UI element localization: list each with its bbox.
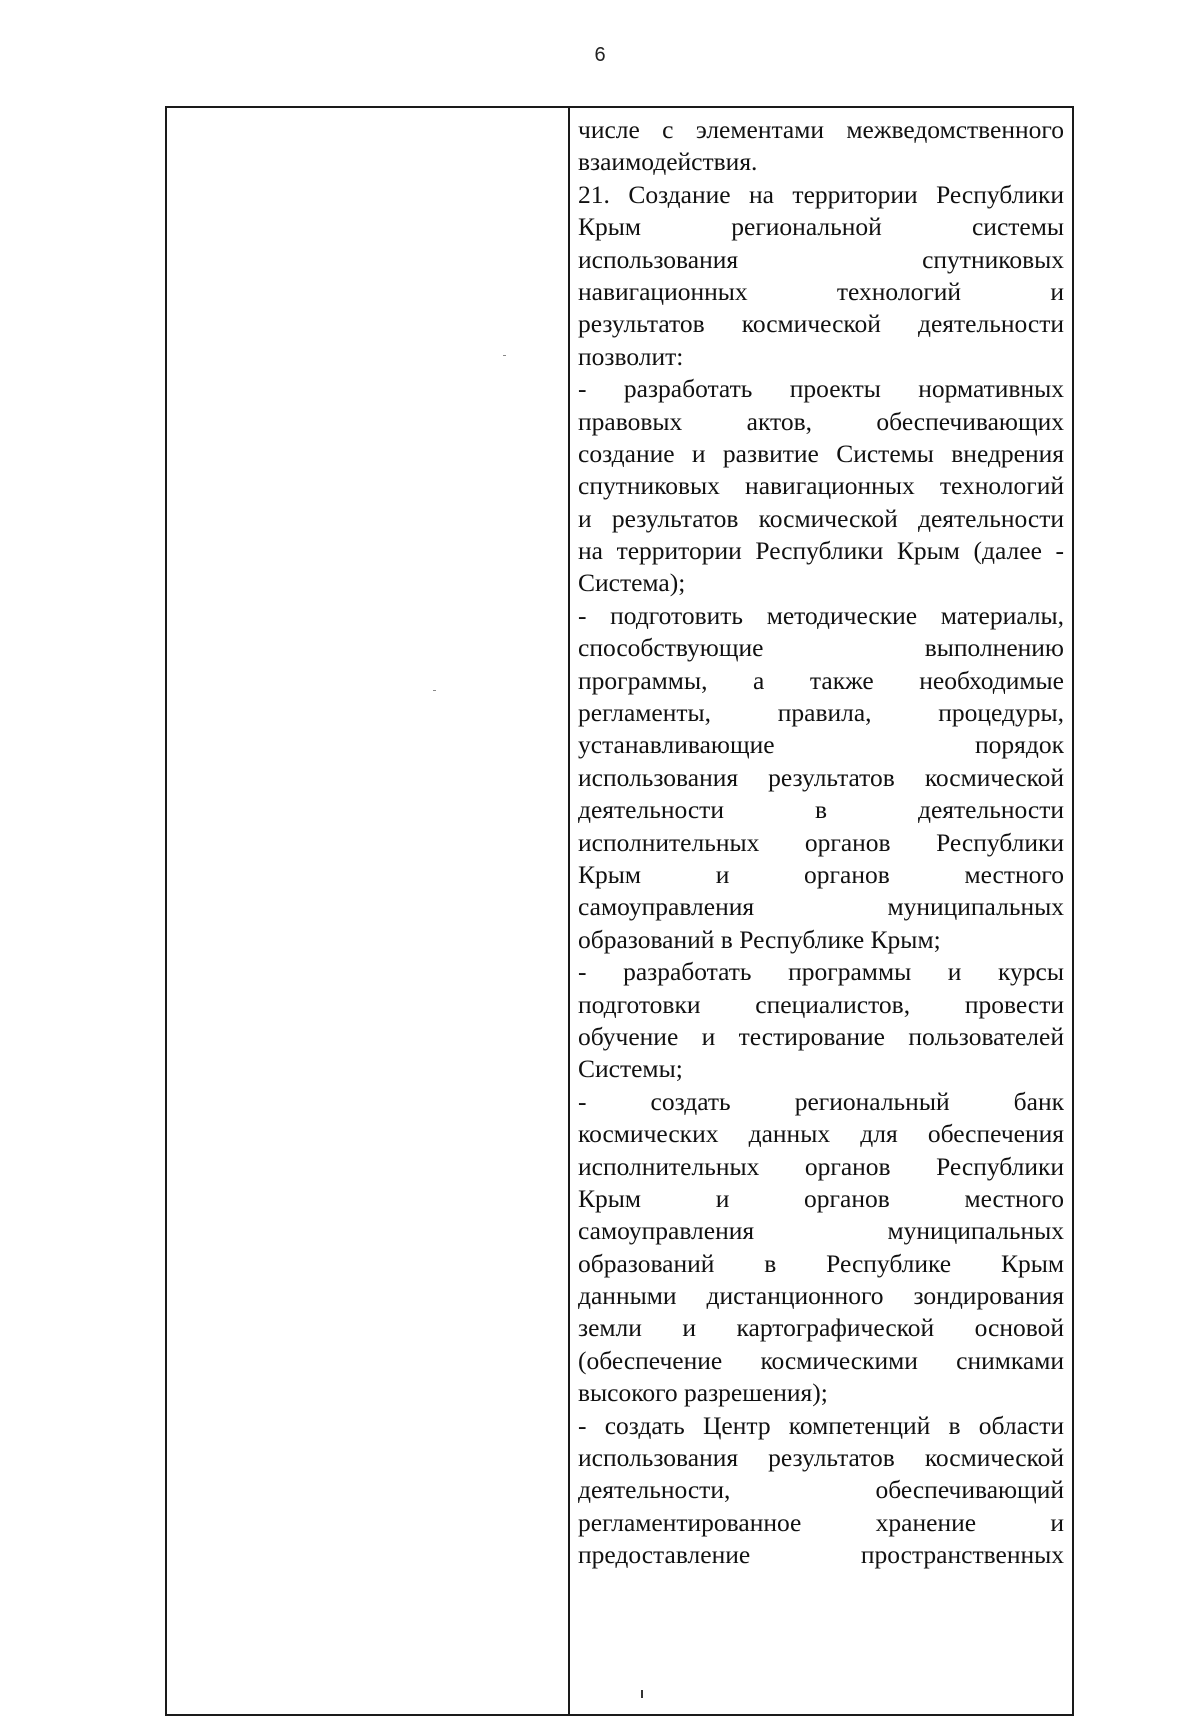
text-line: предоставление пространственных	[578, 1540, 1064, 1570]
text-line: обучение и тестирование пользователей	[578, 1021, 1064, 1051]
text-line: программы, а также необходимые	[578, 665, 1064, 695]
text-line: Крым региональной системы	[578, 212, 1064, 242]
text-line: данными дистанционного зондирования	[578, 1281, 1064, 1311]
text-line: подготовки специалистов, провести	[578, 989, 1064, 1019]
text-line: - разработать программы и курсы	[578, 957, 1064, 987]
text-line: использования результатов космической	[578, 762, 1064, 792]
text-line: высокого разрешения);	[578, 1378, 828, 1408]
text-line: Система);	[578, 568, 686, 598]
table-left-column	[167, 108, 570, 1714]
text-line: космических данных для обеспечения	[578, 1119, 1064, 1149]
text-line: деятельности в деятельности	[578, 795, 1064, 825]
text-line: (обеспечение космическими снимками	[578, 1345, 1064, 1375]
text-line: результатов космической деятельности	[578, 309, 1064, 339]
text-line: образований в Республике Крым;	[578, 924, 941, 954]
text-line: 21. Создание на территории Республики	[578, 179, 1064, 209]
text-line: деятельности, обеспечивающий	[578, 1475, 1064, 1505]
scan-speck	[433, 690, 436, 691]
scan-mark	[641, 1690, 643, 1698]
text-line: устанавливающие порядок	[578, 730, 1064, 760]
document-table	[165, 106, 1074, 1716]
text-line: и результатов космической деятельности	[578, 503, 1064, 533]
text-line: навигационных технологий и	[578, 276, 1064, 306]
text-line: самоуправления муниципальных	[578, 1216, 1064, 1246]
text-line: - разработать проекты нормативных	[578, 374, 1064, 404]
text-line: исполнительных органов Республики	[578, 1151, 1064, 1181]
scan-speck	[503, 355, 506, 356]
text-line: на территории Республики Крым (далее -	[578, 536, 1064, 566]
text-line: исполнительных органов Республики	[578, 827, 1064, 857]
text-line: способствующие выполнению	[578, 633, 1064, 663]
text-line: - подготовить методические материалы,	[578, 600, 1064, 630]
text-line: числе с элементами межведомственного	[578, 115, 1064, 144]
text-line: самоуправления муниципальных	[578, 892, 1064, 922]
text-line: позволит:	[578, 341, 684, 371]
text-line: взаимодействия.	[578, 147, 758, 177]
text-line: спутниковых навигационных технологий	[578, 471, 1064, 501]
text-line: использования спутниковых	[578, 244, 1064, 274]
table-right-column	[570, 108, 1072, 1714]
text-line: Крым и органов местного	[578, 1183, 1064, 1213]
text-line: регламенты, правила, процедуры,	[578, 698, 1064, 728]
text-line: Крым и органов местного	[578, 859, 1064, 889]
text-line: земли и картографической основой	[578, 1313, 1064, 1343]
text-line: использования результатов космической	[578, 1443, 1064, 1473]
page-number: 6	[594, 44, 606, 66]
text-line: регламентированное хранение и	[578, 1507, 1064, 1537]
text-line: правовых актов, обеспечивающих	[578, 406, 1064, 436]
text-line: образований в Республике Крым	[578, 1248, 1064, 1278]
text-line: - создать Центр компетенций в области	[578, 1410, 1064, 1440]
text-line: - создать региональный банк	[578, 1086, 1064, 1116]
text-line: Системы;	[578, 1054, 683, 1084]
text-line: создание и развитие Системы внедрения	[578, 438, 1064, 468]
